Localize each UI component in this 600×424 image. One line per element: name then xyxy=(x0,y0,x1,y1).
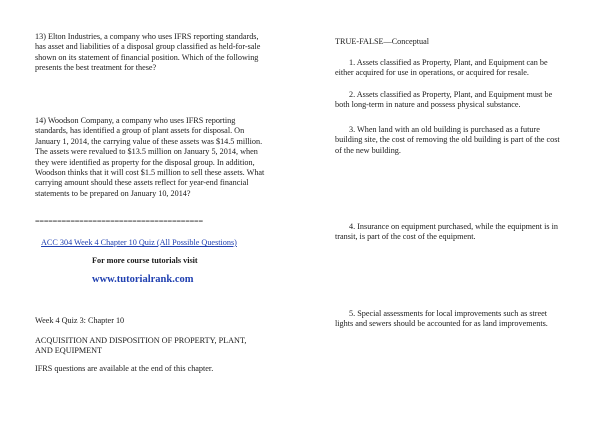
tutorial-url-link[interactable]: www.tutorialrank.com xyxy=(92,274,194,285)
statement-5: 5. Special assessments for local improvements such as street lights and sewers should be accounted for as land improvements. xyxy=(335,309,548,329)
statement-1: 1. Assets classified as Property, Plant, and Equipment can be either acquired for use in operations, or acquired for resale. xyxy=(335,58,548,78)
question-14: 14) Woodson Company, a company who uses IFRS reporting standards, has identified a group of plant assets for disposal. On January 1, 2014, the carrying value of these assets was $14.5 million. The assets were revalued to $13.5 million on January 5, 2014, when they were identified as property for the disposal group. In addition, Woodson thinks that it will cost $1.5 million to sell these assets. What carrying amount should these assets reflect for year-end financial statements to be prepared on January 10, 2014? xyxy=(35,116,265,198)
question-13: 13) Elton Industries, a company who uses IFRS reporting standards, has asset and liabilities of a disposal group classified as held-for-sale shown on its statement of financial position. Which of the following presents the best treatment for these? xyxy=(35,32,261,73)
chapter-title: ACQUISITION AND DISPOSITION OF PROPERTY, PLANT, AND EQUIPMENT xyxy=(35,336,247,356)
statement-3: 3. When land with an old building is purchased as a future building site, the cost of removing the old building is part of the cost of the new building. xyxy=(335,125,560,155)
true-false-heading: TRUE-FALSE—Conceptual xyxy=(335,37,429,46)
statement-2: 2. Assets classified as Property, Plant, and Equipment must be both long-term in nature and possess physical substance. xyxy=(335,90,553,110)
statement-4: 4. Insurance on equipment purchased, while the equipment is in transit, is part of the cost of the equipment. xyxy=(335,222,558,242)
more-tutorials-text: For more course tutorials visit xyxy=(92,256,198,265)
quiz-link-text[interactable]: ACC 304 Week 4 Chapter 10 Quiz (All Possible Questions) xyxy=(41,238,237,247)
ifrs-note: IFRS questions are available at the end of this chapter. xyxy=(35,364,214,373)
quiz-title: Week 4 Quiz 3: Chapter 10 xyxy=(35,316,125,325)
quiz-link[interactable] xyxy=(41,238,273,248)
separator-line: ====================================== xyxy=(35,217,203,226)
